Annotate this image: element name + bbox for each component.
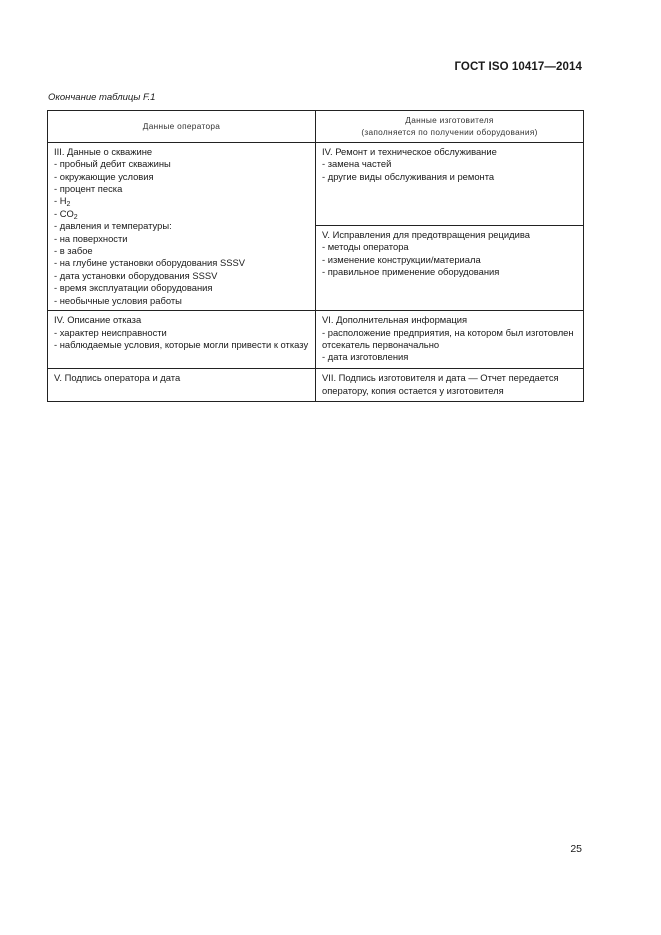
page-number: 25: [570, 843, 582, 855]
table-row: [48, 311, 584, 369]
table-header-row: [48, 111, 584, 143]
section-title: IV. Описание отказа: [54, 314, 142, 326]
list-item: - в забое: [54, 245, 93, 257]
list-item: - на глубине установки оборудования SSSV: [54, 257, 245, 269]
section-title: III. Данные о скважине: [54, 145, 153, 157]
list-item: - правильное применение оборудования: [322, 266, 500, 278]
table-row: [48, 142, 584, 225]
recurrence-prevention-cell: [316, 225, 584, 310]
list-item: - замена частей: [322, 158, 392, 170]
list-item: - методы оператора: [322, 241, 409, 253]
list-item: - расположение предприятия, на котором был изготовлен отсекатель первоначально: [322, 326, 574, 350]
section-title: VI. Дополнительная информация: [322, 314, 468, 326]
list-item: - дата установки оборудования SSSV: [54, 269, 218, 281]
table-row: [48, 369, 584, 402]
list-item: - необычные условия работы: [54, 294, 182, 306]
failure-report-table: [47, 110, 584, 402]
list-item-co2: - $CO_2$: [54, 207, 78, 221]
list-item: - наблюдаемые условия, которые могли привести к отказу: [54, 338, 309, 350]
operator-signature-cell: [48, 369, 316, 402]
list-item: - время эксплуатации оборудования: [54, 282, 213, 294]
list-item: - характер неисправности: [54, 326, 167, 338]
well-data-cell: [48, 142, 316, 310]
standard-designation: ГОСТ ISO 10417—2014: [454, 61, 582, 73]
header-manufacturer-data: Данные изготовителя (заполняется по получении оборудования): [316, 111, 584, 143]
table-caption: Окончание таблицы F.1: [48, 92, 156, 103]
list-item-h2s: - $H_2$: [54, 195, 71, 209]
list-item: - давления и температуры:: [54, 220, 172, 232]
header-operator-data: Данные оператора: [48, 111, 316, 143]
repair-maintenance-cell: [316, 142, 584, 225]
section-title: IV. Ремонт и техническое обслуживание: [322, 145, 497, 157]
failure-description-cell: [48, 311, 316, 369]
list-item: - другие виды обслуживания и ремонта: [322, 170, 495, 182]
list-item: - дата изготовления: [322, 351, 409, 363]
section-title: VII. Подпись изготовителя и дата — Отчет передается оператору, копия остается у изготовителя: [322, 372, 559, 396]
additional-info-cell: [316, 311, 584, 369]
list-item: - процент песка: [54, 183, 123, 195]
section-title: V. Исправления для предотвращения рецидива: [322, 228, 530, 240]
list-item: - на поверхности: [54, 232, 128, 244]
list-item: - окружающие условия: [54, 170, 154, 182]
section-title: V. Подпись оператора и дата: [54, 372, 181, 384]
list-item: - пробный дебит скважины: [54, 158, 171, 170]
list-item: - изменение конструкции/материала: [322, 253, 481, 265]
manufacturer-signature-cell: [316, 369, 584, 402]
